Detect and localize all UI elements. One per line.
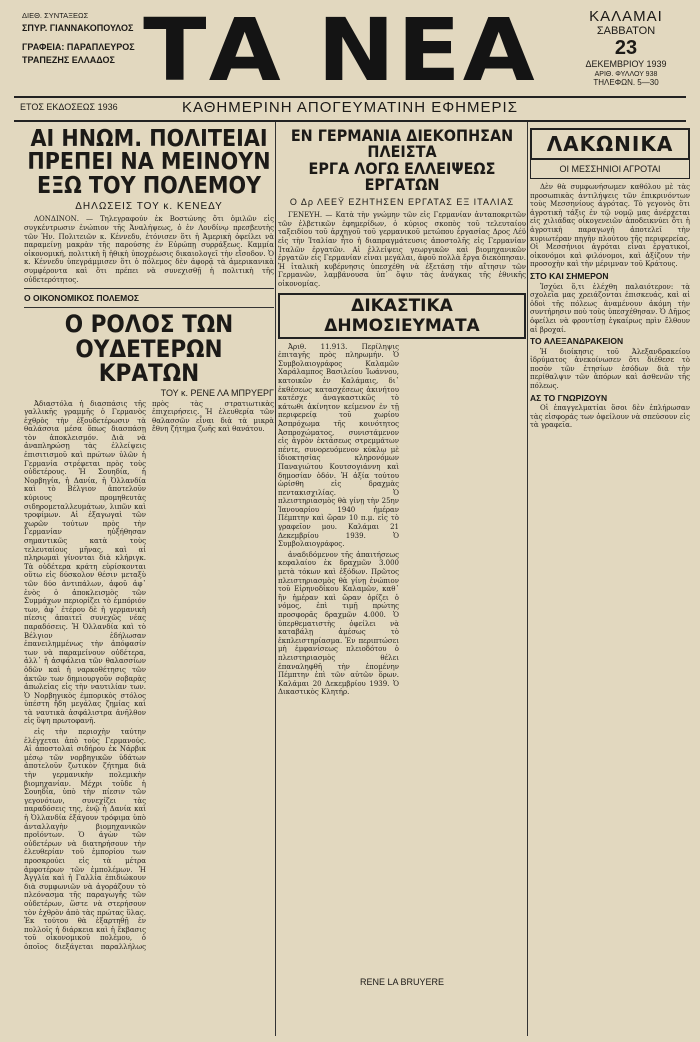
legal-notices-title: ΔΙΚΑΣΤΙΚΑ ΔΗΜΟΣΙΕΥΜΑΤΑ bbox=[278, 293, 526, 339]
lakonika-text3: Ἡ διοίκησις τοῦ Ἀλεξανδρακείου ἱδρύματος ἀνεκοίνωσεν ὅτι διέθεσε τὸ ποσὸν τῶν ἐτησίων ἐσόδων διὰ τὴν περίθαλψιν τῶν ἀπόρων καὶ ἀσθενῶν τῆς πόλεως. bbox=[530, 347, 690, 391]
article2-headline bbox=[24, 310, 274, 388]
editor-label: ΔΙΕΘ. ΣΥΝΤΑΞΕΩΣ bbox=[22, 11, 89, 20]
legal-notice-1: Ἀριθ. 11.913. Περίληψις ἐπιταγῆς πρὸς πληρωμήν. Ὁ Συμβολαιογράφος Καλαμῶν Χαράλαμπος Βασιλείου Ἰωάννου, κατοικῶν ἐν Καλάμαις, δι᾽ ἐκθέσεως κατασχέσεως ἀκινήτου κατέσχε ἀναγκαστικῶς τὸ κάτωθι ἀκίνητον κείμενον ἐν τῇ περιφερείᾳ τοῦ χωρίου Ἀσπρόχωμα τῆς κοινότητος Ἀσπροχώματος, συνιστάμενον εἰς ἀγρὸν ἐκτάσεως στρεμμάτων πέντε, συνορευόμενον κύκλῳ μὲ ἰδιοκτησίας κληρονόμων Παναγιώτου Κουτσογιάννη καὶ δημοσίαν ὁδόν. Ἡ ἀξία τούτου ὡρίσθη εἰς δραχμὰς πεντακισχιλίας. Ὁ πλειστηριασμὸς θὰ γίνῃ τὴν 25ην Ἰανουαρίου 1940 ἡμέραν Πέμπτην καὶ ὥραν 10 π.μ. εἰς τὸ γραφεῖον μου. Καλάμαι 21 Δεκεμβρίου 1939. Ὁ Συμβολαιογράφος. bbox=[278, 342, 399, 549]
office-line1: ΓΡΑΦΕΙΑ: ΠΑΡΑΠΛΕΥΡΟΣ bbox=[22, 42, 135, 52]
right-column bbox=[530, 122, 690, 1042]
article2-body bbox=[24, 400, 274, 960]
legal-notices-body bbox=[278, 343, 526, 973]
column-divider bbox=[275, 122, 276, 1036]
left-column bbox=[24, 122, 274, 1042]
column-divider bbox=[527, 122, 528, 1036]
issue-number: ΑΡΙΘ. ΦΥΛΛΟΥ 938 bbox=[594, 71, 658, 78]
weekday: ΣΑΒΒΑΤΟΝ bbox=[596, 25, 656, 37]
lakonika-subtitle: ΟΙ ΜΕΣΣΗΝΙΟΙ ΑΓΡΟΤΑΙ bbox=[530, 160, 690, 179]
article2-section: Ο ΟΙΚΟΝΟΜΙΚΟΣ ΠΟΛΕΜΟΣ bbox=[24, 293, 139, 304]
headline-line: ΑΙ ΗΝΩΜ. ΠΟΛΙΤΕΙΑΙ bbox=[30, 126, 268, 152]
editor-name: ΣΠΥΡ. ΓΙΑΝΝΑΚΟΠΟΥΛΟΣ bbox=[22, 23, 134, 33]
city: ΚΑΛΑΜΑΙ bbox=[589, 8, 663, 25]
lakonika-title: ΛΑΚΩΝΙΚΑ bbox=[530, 128, 690, 160]
article1-headline bbox=[24, 128, 274, 198]
article3-subhead: Ο Δρ ΛΕΕΫ ΕΖΗΤΗΣΕΝ ΕΡΓΑΤΑΣ ΕΞ ΙΤΑΛΙΑΣ bbox=[289, 197, 515, 208]
article1-body bbox=[24, 215, 274, 284]
lakonika-text2: Ἰσχύει ὅ,τι ἐλέχθη παλαιότερον: τὰ σχολεῖα μας χρειάζονται ἐπισκευάς, καὶ αἱ ὁδοὶ τῆς πόλεως ἀναμένουν ἀκόμη τὴν συντήρησιν ποὺ τοὺς ὑπεσχέθησαν. Ὁ Δῆμος ὀφείλει νὰ φροντίσῃ ἐγκαίρως πρὶν ἔλθουν αἱ βροχαί. bbox=[530, 282, 690, 334]
date-number: 23 bbox=[614, 37, 638, 59]
year-founded: ΕΤΟΣ ΕΚΔΟΣΕΩΣ 1936 bbox=[20, 102, 118, 112]
office-line2: ΤΡΑΠΕΖΗΣ ΕΛΛΑΔΟΣ bbox=[22, 55, 115, 65]
headline-line: ΕΡΓΑ ΛΟΓΩ ΕΛΛΕΙΨΕΩΣ ΕΡΓΑΤΩΝ bbox=[308, 158, 496, 194]
masthead-right-info bbox=[566, 8, 686, 87]
headline-line: ΠΡΕΠΕΙ ΝΑ ΜΕΙΝΟΥΝ bbox=[27, 149, 271, 176]
legal-notice-2: ἀναδιδόμενον τῆς ἀπαιτήσεως κεφαλαίου ἐκ δραχμῶν 3.000 μετὰ τόκων καὶ ἐξόδων. Πρῶτος πλειστηριασμὸς θὰ γίνῃ ἐνώπιον τοῦ Εἰρηνοδίκου Καλαμῶν, καθ᾽ ἣν ἡμέραν καὶ ὥραν ὁρίζει ὁ νόμος, ἐπὶ τιμῇ πρώτης προσφορᾶς δραχμῶν 4.000. Ὁ ὑπερθεματιστὴς ὀφείλει νὰ καταβάλῃ ἀμέσως τὸ ἐκπλειστηρίασμα. Ἐν περιπτώσει μὴ ἐμφανίσεως πλειοδότου ὁ πλειστηριασμὸς θέλει ἐπαναληφθῆ τὴν ἑπομένην Πέμπτην ἐπὶ τῶν αὐτῶν ὅρων. Καλάμαι 20 Δεκεμβρίου 1939. Ὁ Δικαστικὸς Κλητήρ. bbox=[278, 550, 399, 697]
lakonika-body bbox=[530, 183, 690, 430]
lakonika-section3: ΤΟ ΑΛΕΞΑΝΔΡΑΚΕΙΟΝ bbox=[530, 336, 624, 347]
headline-line: Ο ΡΟΛΟΣ ΤΩΝ bbox=[64, 310, 234, 339]
month-year: ΔΕΚΕΜΒΡΙΟΥ 1939 bbox=[585, 59, 667, 69]
article2-byline: RENE LA BRUYERE bbox=[359, 976, 445, 987]
headline-line: ΕΞΩ ΤΟΥ ΠΟΛΕΜΟΥ bbox=[36, 172, 262, 199]
article3-body bbox=[278, 211, 526, 288]
lakonika-text4: Οἱ ἐπαγγελματίαι ὅσοι δὲν ἐπλήρωσαν τὰς εἰσφοράς των ὀφείλουν νὰ σπεύσουν εἰς τὰ γραφεῖα. bbox=[530, 404, 690, 430]
article2-text-part1: Ἀδιαστόλα ἡ διασπάσις τῆς γαλλικῆς γραμμῆς ὁ Γερμανὸς ἐχθρὸς τὴν ἐξουδετέρωσιν τὰ θαλάσσια μέσα ὅπως διασπάσῃ τὸν ἀποκλεισμόν. Διὰ νὰ ἀναπληρώσῃ τὰς ἐλλείψεις ἐπισιτισμοῦ καὶ πρώτων ὑλῶν ἡ Γερμανία στρέφεται πρὸς τοὺς οὐδετέρους. Ἡ Σουηδία, ἡ Νορβηγία, ἡ Δανία, ἡ Ὀλλανδία καὶ τὸ Βέλγιον ἀποτελοῦν κύριους προμηθευτὰς σιδηρομεταλλευμάτων, λιπῶν καὶ τροφίμων. Αἱ ἐξαγωγαὶ τῶν χωρῶν τούτων πρὸς τὴν Γερμανίαν ηὐξήθησαν σημαντικῶς κατὰ τοὺς τελευταίους μῆνας, καὶ αἱ πληρωμαὶ γίνονται διὰ κλήριγκ. Τὰ οὐδέτερα κράτη εὑρίσκονται οὕτω εἰς δύσκολον θέσιν μεταξὺ τῶν δύο ἀντιπάλων, ἀφοῦ ἀφ᾽ ἑνὸς ὁ ἀποκλεισμὸς τῶν Συμμάχων περιορίζει τὸ ἐμπόριόν των, ἀφ᾽ ἑτέρου δὲ ἡ γερμανικὴ πίεσις ἀπαιτεῖ συνεχῶς νέας παραδόσεις. Ἡ Ὀλλανδία καὶ τὸ Βέλγιον ἐδήλωσαν ἐπανειλημμένως τὴν ἀπόφασίν των νὰ παραμείνουν οὐδέτερα, ἀλλ᾽ ἡ ἀσφάλεια τῶν θαλασσίων ὁδῶν καὶ ἡ ναρκοθέτησις τῶν ἀκτῶν των δημιουργοῦν σοβαρὰς ἀπωλείας εἰς τὴν ναυτιλίαν των. Ὁ Νορβηγικὸς ἐμπορικὸς στόλος ὑπέστη ἤδη μεγάλας ζημίας καὶ τὰ ναυτικὰ ἀσφάλιστρα ἀνῆλθον εἰς ὕψη πρωτοφανῆ. bbox=[24, 399, 146, 726]
tagline: ΚΑΘΗΜΕΡΙΝΗ ΑΠΟΓΕΥΜΑΤΙΝΗ ΕΦΗΜΕΡΙΣ bbox=[182, 99, 518, 116]
article2-text-part2: εἰς τὴν περιοχὴν ταύτην ἐλέγχεται ἀπὸ τοὺς Γερμανούς. Αἱ ἀποστολαὶ σιδήρου ἐκ Νάρβικ μέσῳ τῶν νορβηγικῶν ὑδάτων ἀποτελοῦν ζωτικὸν ζήτημα διὰ τὴν γερμανικὴν πολεμικὴν βιομηχανίαν. Μέχρι τοῦδε ἡ Σουηδία, ὑπὸ τὴν πίεσιν τῶν γεγονότων, συνεχίζει τὰς παραδόσεις της, ἐνῷ ἡ Δανία καὶ ἡ Ὀλλανδία ἐξάγουν τρόφιμα ὑπὸ ἀνταλλαγὴν βιομηχανικῶν προϊόντων. Ὁ ἀγὼν τῶν οὐδετέρων νὰ διατηρήσουν τὴν ἐλευθερίαν τοῦ ἐμπορίου των προσκρούει εἰς τὰ μέτρα ἀμφοτέρων τῶν ἐμπολέμων. Ἡ Ἀγγλία καὶ ἡ Γαλλία ἐπιδιώκουν διὰ συμφωνιῶν νὰ ἀγοράζουν τὸ πλεόνασμα τῆς παραγωγῆς τῶν οὐδετέρων, ὥστε νὰ στερήσουν τὸν ἐχθρὸν ἀπὸ τὰς πρώτας ὕλας. Ἐκ τούτου θὰ ἐξαρτηθῇ ἐν πολλοῖς ἡ διάρκεια καὶ ἡ ἔκβασις τοῦ οἰκονομικοῦ πολέμου, ὁ ὁποῖος διεξάγεται παραλλήλως πρὸς τὰς στρατιωτικὰς ἐπιχειρήσεις. Ἡ ἐλευθερία τῶν θαλασσῶν εἶναι διὰ τὰ μικρὰ ἔθνη ζήτημα ζωῆς καὶ θανάτου. bbox=[24, 399, 274, 951]
article1-subhead: ΔΗΛΩΣΕΙΣ ΤΟΥ κ. ΚΕΝΕΔΥ bbox=[75, 201, 223, 213]
lakonika-text1: Δὲν θὰ συμφωνήσωμεν καθόλου μὲ τὰς προσωπικὰς ἀντιλήψεις τῶν ἐπικρινόντων τοὺς Μεσσηνίους ἀγρότας. Τὸ γεγονὸς ὅτι ἀγροτικὴ τάξις ἐν τῷ νομῷ μας ἀνέρχεται εἰς χιλιάδας οἰκογενειῶν ἀποδεικνύει ὅτι ἡ ἀγροτικὴ παραγωγὴ ἀποτελεῖ τὴν κυριωτέραν πηγὴν πλούτου τῆς περιφερείας. Οἱ Μεσσήνιοι ἀγρόται εἶναι ἐργατικοί, οἰκονόμοι καὶ φιλόνομοι, καὶ ἀξίζουν τὴν προσοχὴν καὶ τὴν μέριμναν τοῦ Κράτους. bbox=[530, 183, 690, 269]
center-column bbox=[278, 122, 526, 1042]
divider bbox=[24, 307, 274, 308]
masthead-subbar bbox=[14, 96, 686, 122]
lakonika-section2: ΣΤΟ ΚΑΙ ΣΗΜΕΡΟΝ bbox=[530, 270, 609, 281]
lakonika-section4: ΑΣ ΤΟ ΓΝΩΡΙΖΟΥΝ bbox=[530, 392, 608, 403]
article3-headline bbox=[278, 128, 526, 193]
phone-number: ΤΗΛΕΦΩΝ. 5—30 bbox=[593, 78, 659, 87]
article2-author: ΤΟΥ κ. ΡΕΝΕ ΛΑ ΜΠΡΥΕΡΓ bbox=[160, 387, 274, 398]
newspaper-title: ΤΑ ΝΕΑ bbox=[143, 1, 537, 101]
headline-line: ΟΥΔΕΤΕΡΩΝ ΚΡΑΤΩΝ bbox=[75, 334, 223, 388]
divider bbox=[24, 288, 274, 289]
headline-line: ΕΝ ΓΕΡΜΑΝΙΑ ΔΙΕΚΟΠΗΣΑΝ ΠΛΕΙΣΤΑ bbox=[290, 126, 514, 162]
article3-text: ΓΕΝΕΥΗ. — Κατὰ τὴν γνώμην τῶν εἰς Γερμανίαν ἀνταποκριτῶν τῶν ἐλβετικῶν ἐφημερίδων, ὁ κύριος σκοπὸς τοῦ τελευταίου ταξειδίου τοῦ ἀρχηγοῦ τοῦ γερμανικοῦ μετώπου ἐργασίας Δρος Λέϋ εἰς τὴν Ἰταλίαν ἦτο ἡ διαπραγμάτευσις ἀποστολῆς εἰς Γερμανίαν Ἰταλῶν ἐργατῶν. Αἱ ἐλλείψεις γεωργικῶν καὶ βιομηχανικῶν ἐργατῶν εἰς Γερμανίαν εἶναι μεγάλαι, ἀφοῦ πολλὰ ἔργα διεκόπησαν. Ἡ ἰταλικὴ κυβέρνησις ὑπεσχέθη νὰ ἐξετάσῃ τὴν αἴτησιν τῶν Γερμανῶν, λαμβάνουσα ὑπ᾽ ὄψιν τὰς ἀνάγκας τῆς ἐθνικῆς οἰκονομίας. bbox=[278, 211, 526, 288]
article1-text: ΛΟΝΔΙΝΟΝ. — Τηλεγραφούν ἐκ Βοστώνης ὅτι ὁμιλῶν εἰς συγκέντρωσιν ἐνώπιον τῆς Ἀναλήψεως, ὁ ἐν Λονδίνῳ πρεσβευτὴς τῶν Ἡν. Πολιτειῶν κ. Κέννεδυ, ἐτόνισεν ὅτι ἡ Ἀμερικὴ ὀφείλει νὰ παραμείνῃ μακρὰν τῆς παρούσης ἐν Εὐρώπῃ συρράξεως. Καμμία οἰκονομική, πολιτικὴ ἢ ἠθικὴ ὑποχρέωσις δικαιολογεῖ τὴν εἴσοδον. Ὁ κ. Κέννεδυ ὑπεγράμμισεν ὅτι ὁ πόλεμος δὲν ἀφορᾷ τὰ ἀμερικανικὰ συμφέροντα καὶ ὅτι πρέπει νὰ συνεχισθῇ ἡ πολιτικὴ τῆς οὐδετερότητος. bbox=[24, 215, 274, 284]
